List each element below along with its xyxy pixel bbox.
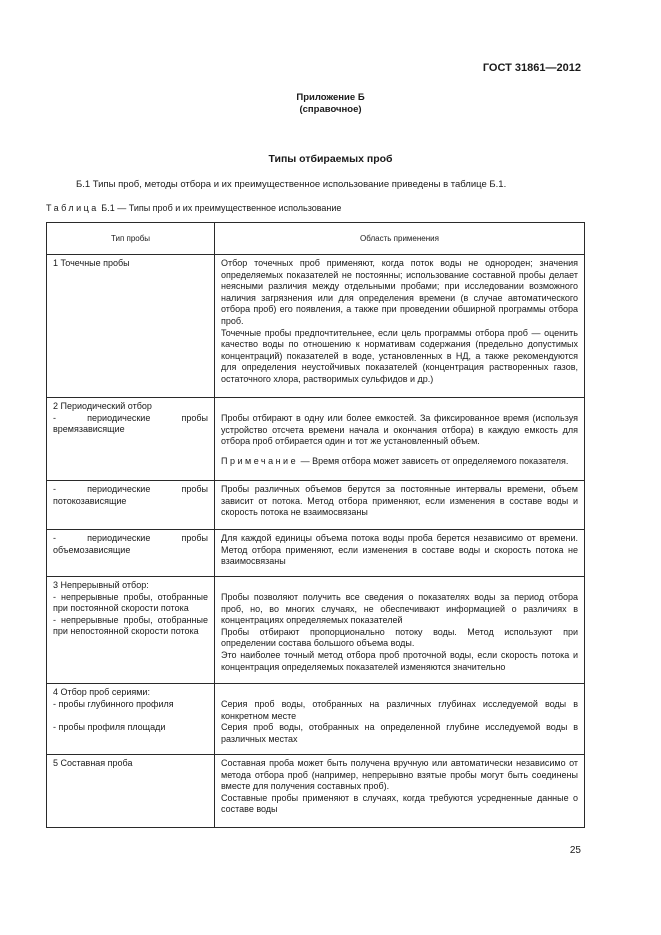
table-row: [47, 255, 585, 398]
table-row: [47, 398, 585, 481]
intro-paragraph: Б.1 Типы проб, методы отбора и их преимущественное использование приведены в таблице Б.1.: [76, 179, 507, 190]
row-text: Для каждой единицы объема потока воды проба берется независимо от времени. Метод отбора применяют, если изменения в составе воды и скорость потока не взаимосвязаны: [221, 533, 578, 567]
row-text: Пробы различных объемов берутся за постоянные интервалы времени, объем зависит от потока. Метод отбора применяют, если изменения в составе воды и скорость потока не взаимосвязаны: [221, 484, 578, 518]
row-type-label: 4 Отбор проб сериями:: [53, 687, 150, 697]
caption-rest: Б.1 — Типы проб и их преимущественное использование: [98, 203, 342, 213]
table-row: [47, 530, 585, 577]
header-application-area: Область применения: [215, 223, 585, 255]
table-header-row: [47, 223, 585, 255]
table-row: [47, 577, 585, 684]
note-word: Примечание: [221, 455, 299, 466]
row-type-label: 3 Непрерывный отбор:: [53, 580, 149, 590]
note-text: — Время отбора может зависеть от определяемого показателя.: [298, 455, 569, 466]
table-row: [47, 481, 585, 530]
row-text: Серия проб воды, отобранных на различных глубинах исследуемой воды в конкретном месте: [221, 699, 578, 721]
table-row: [47, 684, 585, 755]
row-type-label: - периодические пробы объемозависящие: [53, 533, 208, 555]
row-text: Отбор точечных проб применяют, когда поток воды не однороден; значения определяемых показателей не постоянны; использование составной пробы делает неясными различия между отдельными пробами; при исследовании возможного наличия загрязнения или для определения времени (в случае автоматического отбора проб) его появления, а также при проведении обширной программы отбора проб.: [221, 258, 578, 326]
page-number: 25: [569, 845, 581, 856]
row-text: Это наиболее точный метод отбора проб проточной воды, если скорость потока и концентрация определяемых показателей изменяются значительно: [221, 649, 578, 672]
row-type-label: - периодические пробы времязависящие: [53, 412, 208, 435]
row-text: Пробы позволяют получить все сведения о показателях воды за период отбора проб, но, во многих случаях, не обеспечивают информацией о различиях в концентрациях определяемых показателей: [221, 592, 578, 626]
appendix-subtitle: (справочное): [299, 104, 362, 115]
row-type-label: - периодические пробы потокозависящие: [53, 484, 208, 506]
appendix-title: Приложение Б: [296, 92, 365, 103]
row-text: Составные пробы применяют в случаях, когда требуются усредненные данные о составе воды: [221, 792, 578, 815]
row-text: Серия проб воды, отобранных на определенной глубине исследуемой воды в различных местах: [221, 722, 578, 744]
section-title: Типы отбираемых проб: [268, 153, 393, 165]
caption-word: Таблица: [46, 203, 99, 213]
row-type-label: - непрерывные пробы, отобранные при постоянной скорости потока: [53, 591, 208, 614]
row-text: Пробы отбирают пропорционально потоку воды. Метод используют при определении состава большого объема воды.: [221, 626, 578, 649]
header-sample-type: Тип пробы: [47, 223, 215, 255]
sample-types-table: [46, 222, 585, 828]
row-text: Пробы отбирают в одну или более емкостей. За фиксированное время (используя устройство отсчета времени начала и окончания отбора) в каждую емкость для отбора проб отбирается один и тот же установленный объем.: [221, 413, 578, 447]
row-type-label: 1 Точечные пробы: [53, 258, 130, 268]
table-caption: [46, 203, 341, 213]
row-note: [221, 456, 578, 468]
row-text: Составная проба может быть получена вручную или автоматически независимо от метода отбора проб (например, непрерывно взятые пробы могут быть соединены вместе для получения составных проб).: [221, 758, 578, 792]
row-type-label: - непрерывные пробы, отобранные при непостоянной скорости потока: [53, 614, 208, 637]
row-type-label: 2 Периодический отбор: [53, 401, 152, 411]
row-type-label: - пробы профиля площади: [53, 721, 166, 732]
row-text: Точечные пробы предпочтительнее, если цель программы отбора проб — оценить качество воды по отношению к нормативам содержания (предельно допустимых концентраций) показателей в воде, установленных в НД, а также рекомендуются для определения неустойчивых показателей (концентрация растворенных газов, остаточного хлора, растворимых сульфидов и др.): [221, 327, 578, 384]
row-type-label: 5 Составная проба: [53, 758, 133, 768]
standard-number: ГОСТ 31861—2012: [482, 62, 581, 74]
table-row: [47, 755, 585, 828]
appendix-heading: [0, 92, 661, 116]
row-type-label: - пробы глубинного профиля: [53, 698, 174, 709]
